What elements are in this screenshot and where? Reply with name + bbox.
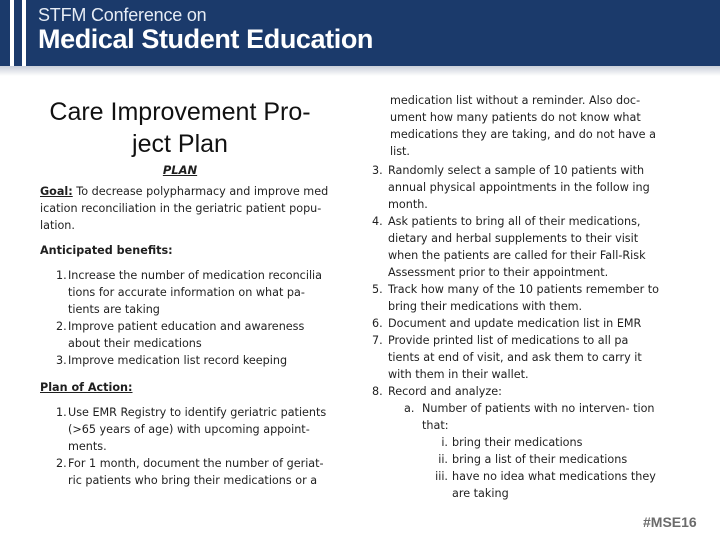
list-item [40,352,340,369]
list-item [370,162,660,213]
item-number: 3. [56,354,67,367]
item-number: 7. [372,334,383,347]
right-column [370,92,660,502]
title-line-1: Care Improvement Pro- [49,98,311,126]
hashtag-label: #MSE16 [643,514,697,530]
item-text: Use EMR Registry to identify geriatric patients (>65 years of age) with upcoming appoint- ments. [68,406,327,453]
item-text: Number of patients with no interven- tion that: [422,402,655,432]
goal-label: Goal: [40,185,73,198]
action-list-right [370,162,660,400]
item-number: 1. [56,406,67,419]
benefits-heading: Anticipated benefits: [40,244,173,257]
list-item [370,315,660,332]
item-number: 2. [56,457,67,470]
item-text: Provide printed list of medications to all pa tients at end of visit, and ask them to carry it with them in their wallet. [388,334,642,381]
header-subtitle: STFM Conference on [38,5,207,25]
list-item [40,404,340,455]
item-text: Document and update medication list in EMR [388,317,642,330]
list-item [40,318,340,352]
item-number: 8. [372,385,383,398]
list-item [370,332,660,383]
item-text: Randomly select a sample of 10 patients with annual physical appointments in the follow ing month. [388,164,650,211]
item-number: 2. [56,320,67,333]
item-text: bring their medications [452,436,583,449]
roman-item [370,468,660,502]
item-number: 1. [56,269,67,282]
item-number: ii. [438,453,448,466]
list-item [370,213,660,281]
action-list-left [40,404,340,489]
goal-paragraph [40,183,340,234]
item-number: a. [404,402,415,415]
goal-text: To decrease polypharmacy and improve med ication reconciliation in the geriatric patient popu- lation. [40,185,329,232]
plan-heading: PLAN [162,163,198,177]
item-number: iii. [435,470,448,483]
item-text: bring a list of their medications [452,453,628,466]
action-2-continued: medication list without a reminder. Also doc- ument how many patients do not know what medications they are taking, and do not have a list. [390,94,656,158]
benefits-list [40,267,340,369]
list-item [40,267,340,318]
header-title: Medical Student Education [38,24,374,54]
list-item [370,281,660,315]
sub-item-a [370,400,660,434]
list-item [370,383,660,400]
item-text: have no idea what medications they are taking [452,470,656,500]
list-item [40,455,340,489]
item-text: Ask patients to bring all of their medications, dietary and herbal supplements to their visit when the patients are called for their Fall-Risk Assessment prior to their appointment. [388,215,646,279]
item-number: 5. [372,283,383,296]
item-text: Improve medication list record keeping [68,354,288,367]
item-number: 4. [372,215,383,228]
item-text: For 1 month, document the number of geriat- ric patients who bring their medications or a [68,457,324,487]
item-number: 6. [372,317,383,330]
left-column [40,96,340,489]
action-heading: Plan of Action: [40,381,133,394]
item-text: Track how many of the 10 patients remember to bring their medications with them. [388,283,660,313]
document-title [40,96,320,160]
item-text: Increase the number of medication reconcilia tions for accurate information on what pa- tients are taking [68,269,323,316]
item-number: 3. [372,164,383,177]
title-line-2: ject Plan [132,130,228,158]
item-text: Improve patient education and awareness about their medications [68,320,305,350]
item-number: i. [441,436,448,449]
roman-item [370,434,660,451]
item-text: Record and analyze: [388,385,502,398]
roman-item [370,451,660,468]
